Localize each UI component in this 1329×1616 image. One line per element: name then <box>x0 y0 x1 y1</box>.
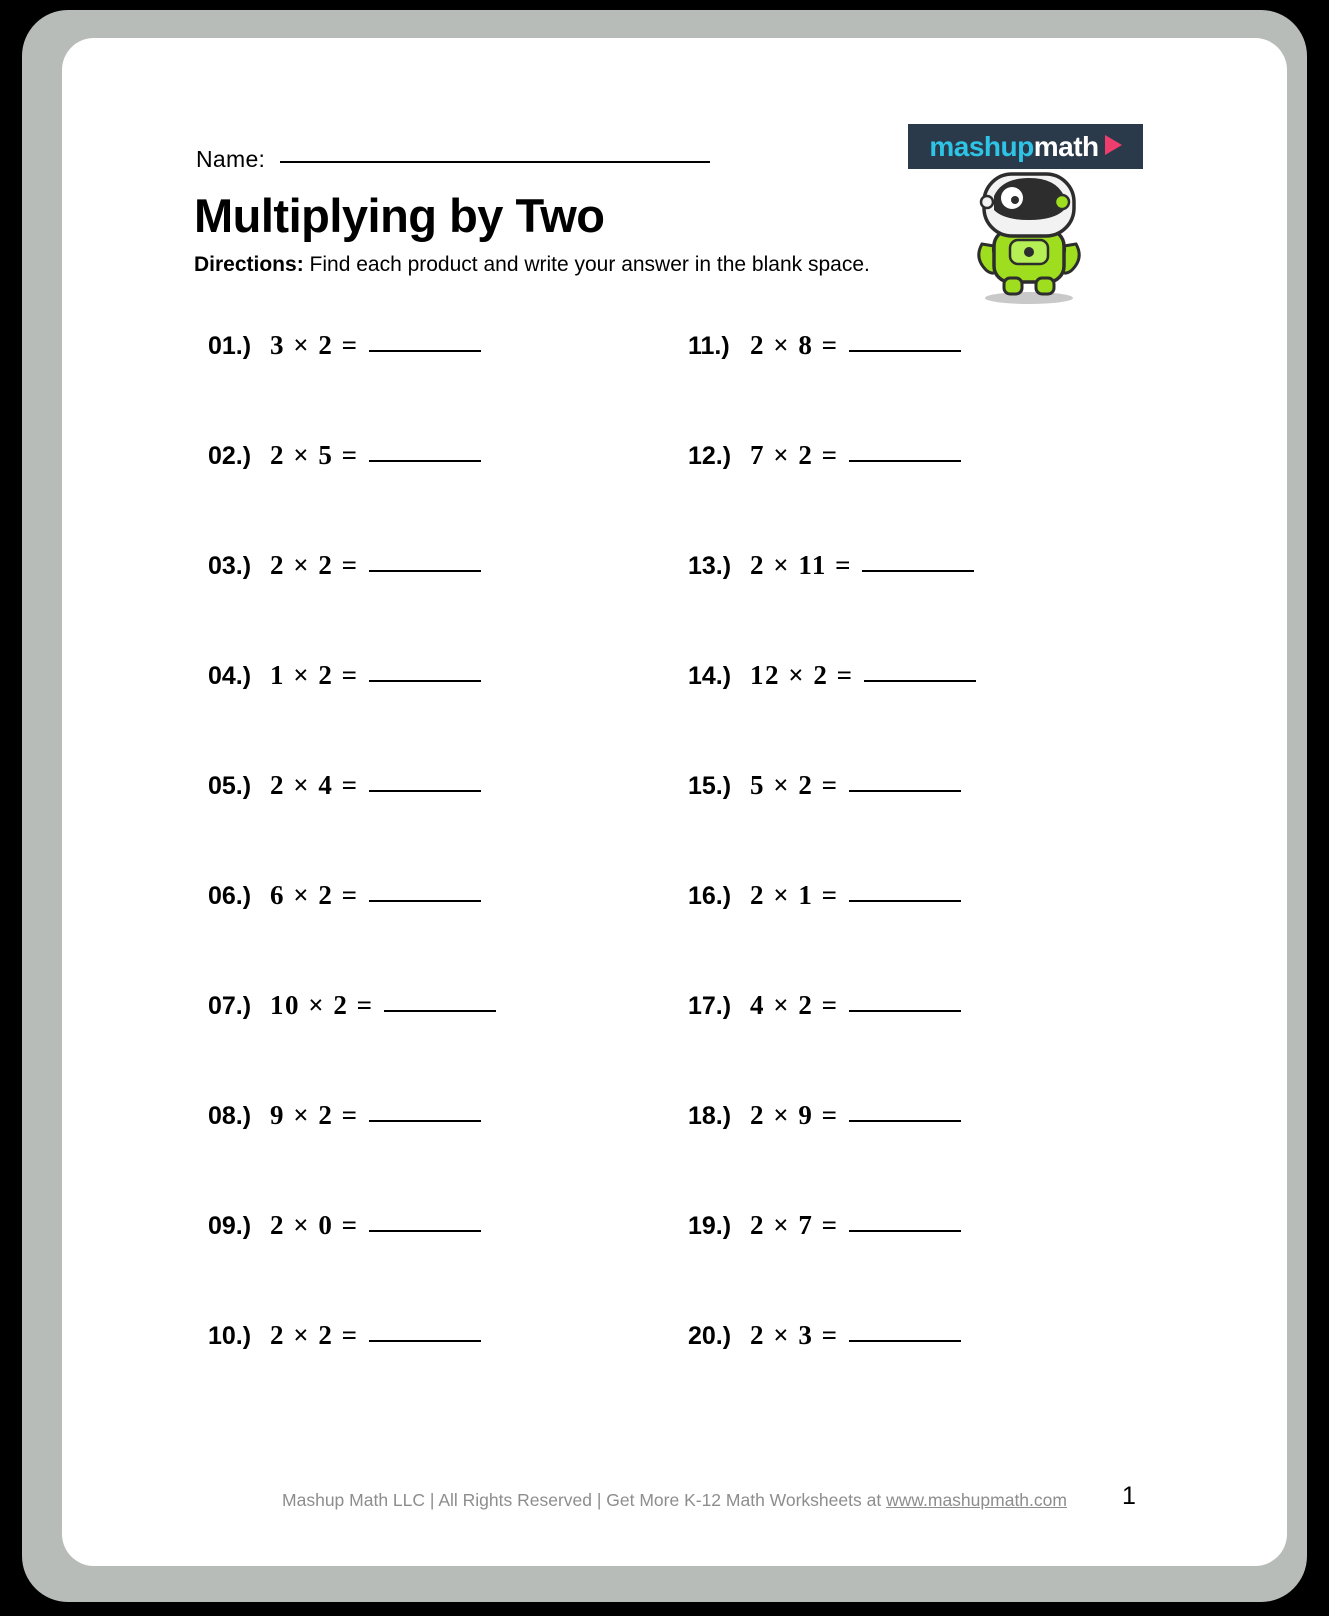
directions-label: Directions: <box>194 253 304 276</box>
problem-expression-text: 3 × 2 = <box>270 330 359 360</box>
problem-expression <box>270 990 496 1021</box>
problem-expression-text: 9 × 2 = <box>270 1100 359 1130</box>
problem-expression <box>270 1210 481 1241</box>
answer-blank[interactable] <box>849 1010 961 1012</box>
answer-blank[interactable] <box>849 460 961 462</box>
footer-website-link[interactable]: www.mashupmath.com <box>886 1490 1067 1510</box>
problem-number: 15.) <box>688 772 732 800</box>
problem-expression-text: 2 × 2 = <box>270 550 359 580</box>
problem-item <box>674 1100 1154 1131</box>
problem-expression-text: 2 × 9 = <box>750 1100 839 1130</box>
problem-expression <box>750 660 976 691</box>
problem-number: 06.) <box>208 882 252 910</box>
problem-item <box>674 1320 1154 1351</box>
problem-expression-text: 2 × 3 = <box>750 1320 839 1350</box>
answer-blank[interactable] <box>369 460 481 462</box>
problem-expression <box>270 440 481 471</box>
problem-expression <box>270 1100 481 1131</box>
answer-blank[interactable] <box>849 790 961 792</box>
problem-expression <box>270 330 481 361</box>
problem-number: 03.) <box>208 552 252 580</box>
problem-expression <box>750 1100 961 1131</box>
worksheet-page-border <box>22 10 1307 1602</box>
problem-number: 10.) <box>208 1322 252 1350</box>
problem-expression <box>750 1320 961 1351</box>
problem-number: 19.) <box>688 1212 732 1240</box>
problem-row <box>194 1210 1154 1320</box>
problem-expression-text: 2 × 11 = <box>750 550 853 580</box>
answer-blank[interactable] <box>369 900 481 902</box>
problem-expression-text: 2 × 1 = <box>750 880 839 910</box>
answer-blank[interactable] <box>849 350 961 352</box>
page-title: Multiplying by Two <box>194 189 605 242</box>
answer-blank[interactable] <box>384 1010 496 1012</box>
problem-expression-text: 2 × 0 = <box>270 1210 359 1240</box>
problem-row <box>194 1320 1154 1430</box>
problem-item <box>674 330 1154 361</box>
problem-expression-text: 1 × 2 = <box>270 660 359 690</box>
answer-blank[interactable] <box>849 1120 961 1122</box>
problem-item <box>194 1320 674 1351</box>
problem-item <box>194 440 674 471</box>
problem-item <box>674 770 1154 801</box>
problem-item <box>674 880 1154 911</box>
robot-mascot-icon <box>954 156 1104 306</box>
problem-item <box>674 990 1154 1021</box>
problem-item <box>674 550 1154 581</box>
answer-blank[interactable] <box>369 1340 481 1342</box>
footer <box>62 1490 1287 1511</box>
problem-row <box>194 550 1154 660</box>
answer-blank[interactable] <box>369 1120 481 1122</box>
problem-number: 05.) <box>208 772 252 800</box>
problem-expression-text: 6 × 2 = <box>270 880 359 910</box>
problem-item <box>674 660 1154 691</box>
play-triangle-icon <box>1105 135 1122 155</box>
problem-expression <box>270 880 481 911</box>
worksheet-page <box>62 38 1287 1566</box>
problem-item <box>194 1210 674 1241</box>
brand-name-part1: mashup <box>929 130 1034 162</box>
problem-number: 12.) <box>688 442 732 470</box>
problem-item <box>194 550 674 581</box>
problem-number: 01.) <box>208 332 252 360</box>
problem-number: 17.) <box>688 992 732 1020</box>
problem-expression-text: 2 × 8 = <box>750 330 839 360</box>
problem-row <box>194 1100 1154 1210</box>
problem-number: 11.) <box>688 332 730 360</box>
problem-expression <box>750 440 961 471</box>
answer-blank[interactable] <box>862 570 974 572</box>
brand-name-part2: math <box>1033 130 1099 162</box>
problem-expression-text: 7 × 2 = <box>750 440 839 470</box>
name-input-line[interactable] <box>280 161 710 163</box>
answer-blank[interactable] <box>369 680 481 682</box>
problems-grid <box>194 330 1154 1430</box>
problem-number: 09.) <box>208 1212 252 1240</box>
problem-row <box>194 770 1154 880</box>
problem-number: 08.) <box>208 1102 252 1130</box>
problem-expression-text: 10 × 2 = <box>270 990 374 1020</box>
problem-row <box>194 660 1154 770</box>
problem-item <box>674 440 1154 471</box>
problem-expression <box>750 880 961 911</box>
problem-expression <box>750 550 974 581</box>
page-number: 1 <box>1122 1482 1136 1510</box>
directions <box>194 253 870 277</box>
directions-text: Find each product and write your answer in the blank space. <box>303 253 870 276</box>
problem-expression-text: 2 × 7 = <box>750 1210 839 1240</box>
problem-expression <box>270 1320 481 1351</box>
answer-blank[interactable] <box>369 570 481 572</box>
problem-number: 20.) <box>688 1322 732 1350</box>
problem-number: 04.) <box>208 662 252 690</box>
answer-blank[interactable] <box>369 1230 481 1232</box>
problem-expression <box>270 660 481 691</box>
problem-expression <box>750 1210 961 1241</box>
problem-number: 02.) <box>208 442 252 470</box>
problem-item <box>674 1210 1154 1241</box>
problem-number: 07.) <box>208 992 252 1020</box>
answer-blank[interactable] <box>849 1340 961 1342</box>
problem-expression <box>270 550 481 581</box>
answer-blank[interactable] <box>849 1230 961 1232</box>
problem-expression-text: 2 × 4 = <box>270 770 359 800</box>
problem-number: 18.) <box>688 1102 732 1130</box>
problem-expression <box>270 770 481 801</box>
problem-item <box>194 1100 674 1131</box>
answer-blank[interactable] <box>849 900 961 902</box>
name-field-row <box>196 146 710 173</box>
problem-expression <box>750 770 961 801</box>
problem-expression-text: 2 × 2 = <box>270 1320 359 1350</box>
name-label: Name: <box>196 146 266 172</box>
footer-text: Mashup Math LLC | All Rights Reserved | Get More K-12 Math Worksheets at <box>282 1490 887 1510</box>
problem-item <box>194 330 674 361</box>
problem-item <box>194 660 674 691</box>
problem-row <box>194 330 1154 440</box>
problem-row <box>194 880 1154 990</box>
problem-item <box>194 990 674 1021</box>
problem-expression-text: 12 × 2 = <box>750 660 854 690</box>
answer-blank[interactable] <box>369 790 481 792</box>
problem-number: 14.) <box>688 662 732 690</box>
problem-row <box>194 440 1154 550</box>
problem-item <box>194 880 674 911</box>
problem-expression <box>750 330 961 361</box>
problem-expression-text: 4 × 2 = <box>750 990 839 1020</box>
problem-row <box>194 990 1154 1100</box>
problem-number: 13.) <box>688 552 732 580</box>
problem-item <box>194 770 674 801</box>
problem-expression <box>750 990 961 1021</box>
answer-blank[interactable] <box>864 680 976 682</box>
problem-expression-text: 2 × 5 = <box>270 440 359 470</box>
problem-number: 16.) <box>688 882 732 910</box>
answer-blank[interactable] <box>369 350 481 352</box>
problem-expression-text: 5 × 2 = <box>750 770 839 800</box>
